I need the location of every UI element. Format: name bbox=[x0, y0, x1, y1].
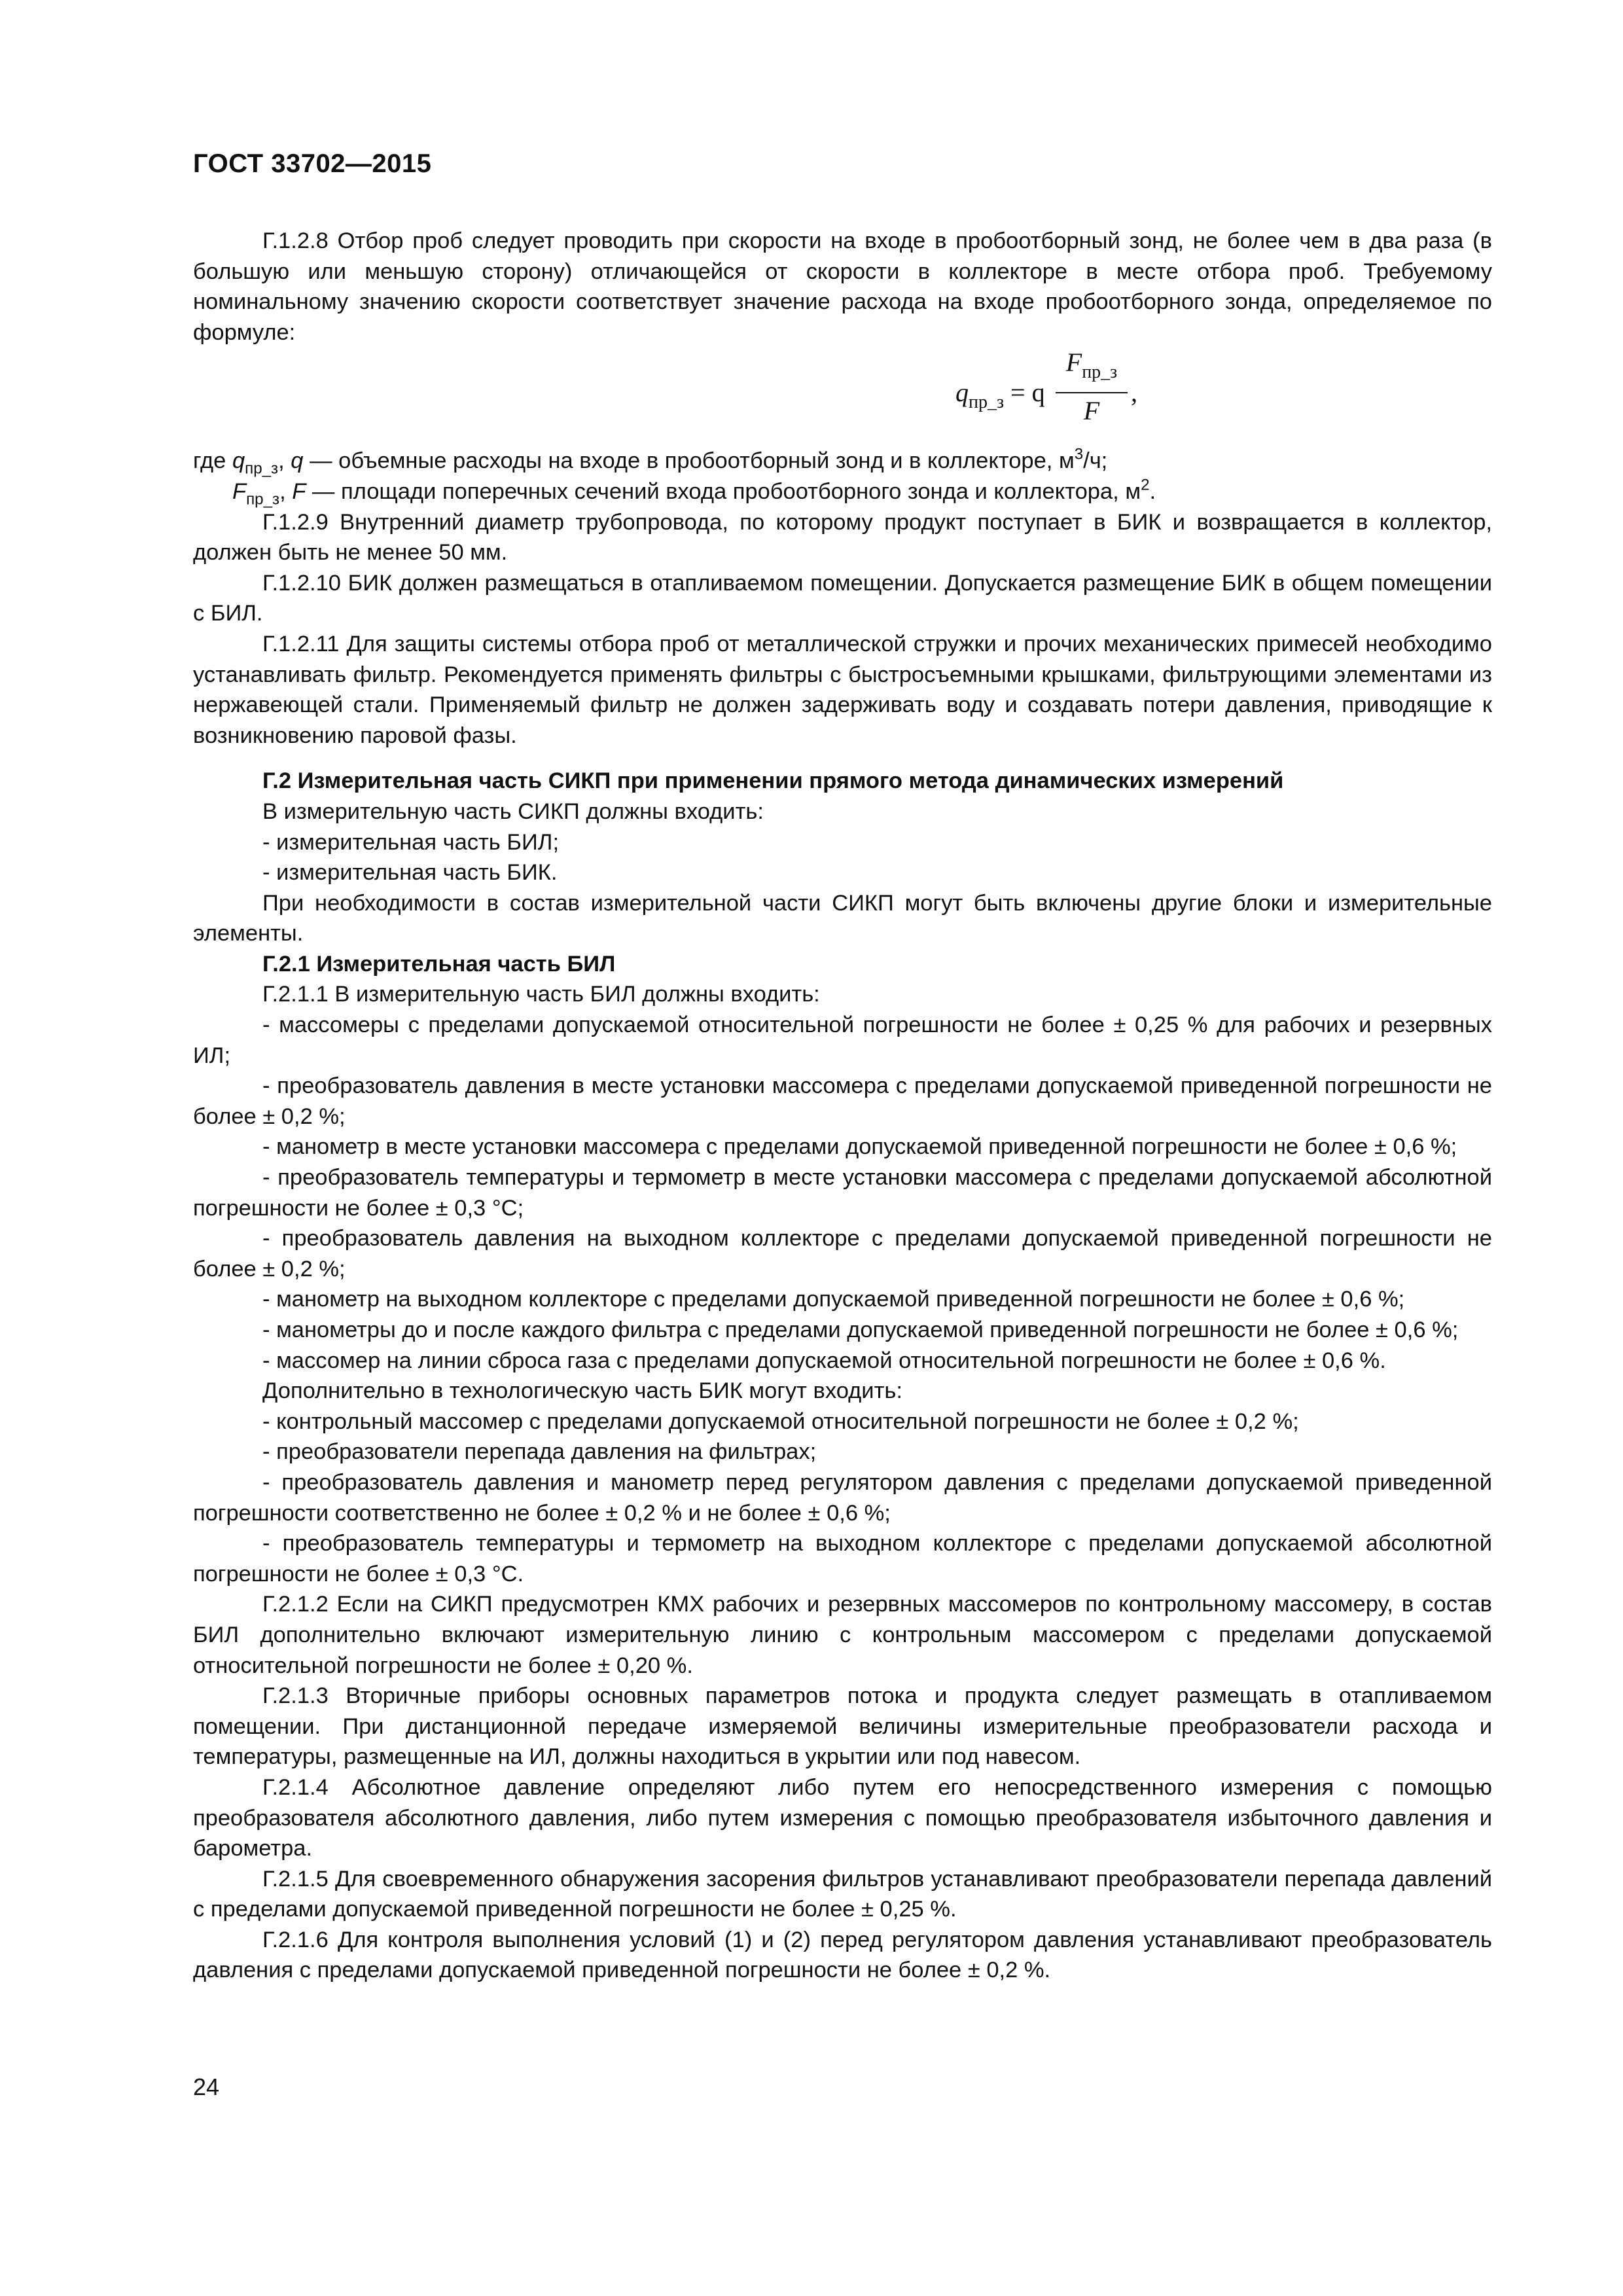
paragraph: Г.2.1.3 Вторичные приборы основных параметров потока и продукта следует размещать в отапливаемом помещении. При дистанционной передаче измеряемой величины измерительные преобразователи расхода и температуры, размещенные на ИЛ, должны находиться в укрытии или под навесом. bbox=[193, 1683, 1492, 1770]
formula-numerator: $F_{пр\_з}$ bbox=[1065, 348, 1118, 383]
list-item: - манометр в месте установки массомера с пределами допускаемой приведенной погрешности не более ± 0,6 %; bbox=[262, 1134, 1457, 1160]
subsection-heading: Г.2.1 Измерительная часть БИЛ bbox=[262, 951, 616, 977]
list-item: - массомеры с пределами допускаемой относительной погрешности не более ± 0,25 % для рабочих и резервных ИЛ; bbox=[193, 1013, 1492, 1068]
list-item: - манометр на выходном коллекторе с пределами допускаемой приведенной погрешности не более ± 0,6 %; bbox=[262, 1287, 1405, 1312]
paragraph: Г.2.1.5 Для своевременного обнаружения засорения фильтров устанавливают преобразователи перепада давлений с пределами допускаемой приведенной погрешности не более ± 0,25 %. bbox=[193, 1866, 1492, 1922]
paragraph: Дополнительно в технологическую часть БИК могут входить: bbox=[262, 1378, 902, 1404]
paragraph: Г.1.2.10 БИК должен размещаться в отапливаемом помещении. Допускается размещение БИК в общем помещении с БИЛ. bbox=[193, 570, 1492, 626]
list-item: - преобразователь давления на выходном коллекторе с пределами допускаемой приведенной погрешности не более ± 0,2 %; bbox=[193, 1226, 1492, 1282]
document-body bbox=[193, 226, 1492, 1986]
paragraph: Г.1.2.9 Внутренний диаметр трубопровода, по которому продукт поступает в БИК и возвращается в коллектор, должен быть не менее 50 мм. bbox=[193, 509, 1492, 565]
list-item: - преобразователь давления в месте установки массомера с пределами допускаемой приведенной погрешности не более ± 0,2 %; bbox=[193, 1073, 1492, 1129]
paragraph: Г.2.1.6 Для контроля выполнения условий (1) и (2) перед регулятором давления устанавливают преобразователь давления с пределами допускаемой приведенной погрешности не более ± 0,2 %. bbox=[193, 1927, 1492, 1983]
paragraph: Г.2.1.1 В измерительную часть БИЛ должны входить: bbox=[262, 982, 820, 1007]
list-item: - преобразователь давления и манометр перед регулятором давления с пределами допускаемой приведенной погрешности соответственно не более ± 0,2 % и не более ± 0,6 %; bbox=[193, 1469, 1492, 1526]
list-item: - преобразователь температуры и термометр в месте установки массомера с пределами допускаемой абсолютной погрешности не более ± 0,3 °С; bbox=[193, 1165, 1492, 1221]
paragraph: Г.1.2.8 Отбор проб следует проводить при скорости на входе в пробоотборный зонд, не более чем в два раза (в большую или меньшую сторону) отличающейся от скорости в коллекторе в месте отбора проб. Требуемому номинальному значению скорости соответствует значение расхода на входе пробоотборного зонда, определяемое по формуле: bbox=[193, 228, 1492, 345]
where-line-2: $F_{пр\_з}$, F — площади поперечных сечений входа пробоотборного зонда и коллектора, $м^2$. bbox=[232, 476, 1156, 509]
document-header: ГОСТ 33702—2015 bbox=[193, 149, 432, 178]
formula bbox=[193, 348, 1492, 446]
paragraph: В измерительную часть СИКП должны входить: bbox=[262, 798, 764, 824]
paragraph: Г.2.1.2 Если на СИКП предусмотрен КМХ рабочих и резервных массомеров по контрольному массомеру, в состав БИЛ дополнительно включают измерительную линию с контрольным массомером с пределами допускаемой относительной погрешности не более ± 0,20 %. bbox=[193, 1592, 1492, 1678]
formula-comma: , bbox=[1131, 378, 1137, 408]
list-item: - контрольный массомер с пределами допускаемой относительной погрешности не более ± 0,2 %; bbox=[262, 1408, 1299, 1434]
list-item: - преобразователь температуры и термометр на выходном коллекторе с пределами допускаемой абсолютной погрешности не более ± 0,3 °С. bbox=[193, 1531, 1492, 1587]
list-item: - измерительная часть БИЛ; bbox=[262, 829, 560, 855]
list-item: - преобразователи перепада давления на фильтрах; bbox=[262, 1439, 817, 1465]
list-item: - массомер на линии сброса газа с пределами допускаемой относительной погрешности не более ± 0,6 %. bbox=[262, 1348, 1386, 1373]
formula-fraction bbox=[1056, 348, 1128, 446]
paragraph: Г.2.1.4 Абсолютное давление определяют либо путем его непосредственного измерения с помощью преобразователя абсолютного давления, либо путем измерения с помощью преобразователя избыточного давления и барометра. bbox=[193, 1774, 1492, 1861]
formula-lhs: $q_{пр\_з} = q$ bbox=[955, 378, 1045, 413]
paragraph: При необходимости в состав измерительной части СИКП могут быть включены другие блоки и измерительные элементы. bbox=[193, 890, 1492, 946]
section-heading: Г.2 Измерительная часть СИКП при применении прямого метода динамических измерений bbox=[262, 768, 1284, 794]
page-number: 24 bbox=[193, 2073, 220, 2100]
list-item: - манометры до и после каждого фильтра с пределами допускаемой приведенной погрешности не более ± 0,6 %; bbox=[262, 1318, 1459, 1342]
formula-denominator: F bbox=[1083, 396, 1100, 426]
list-item: - измерительная часть БИК. bbox=[262, 860, 558, 886]
where-line-1: где $q_{пр\_з}$, q — объемные расходы на входе в пробоотборный зонд и в коллекторе, $м^3/ч$; bbox=[193, 446, 1108, 478]
fraction-bar bbox=[1056, 392, 1128, 393]
paragraph: Г.1.2.11 Для защиты системы отбора проб от металлической стружки и прочих механических примесей необходимо устанавливать фильтр. Рекомендуется применять фильтры с быстросъемными крышками, фильтрующими элементами из нержавеющей стали. Применяемый фильтр не должен задерживать воду и создавать потери давления, приводящие к возникновению паровой фазы. bbox=[193, 631, 1492, 748]
